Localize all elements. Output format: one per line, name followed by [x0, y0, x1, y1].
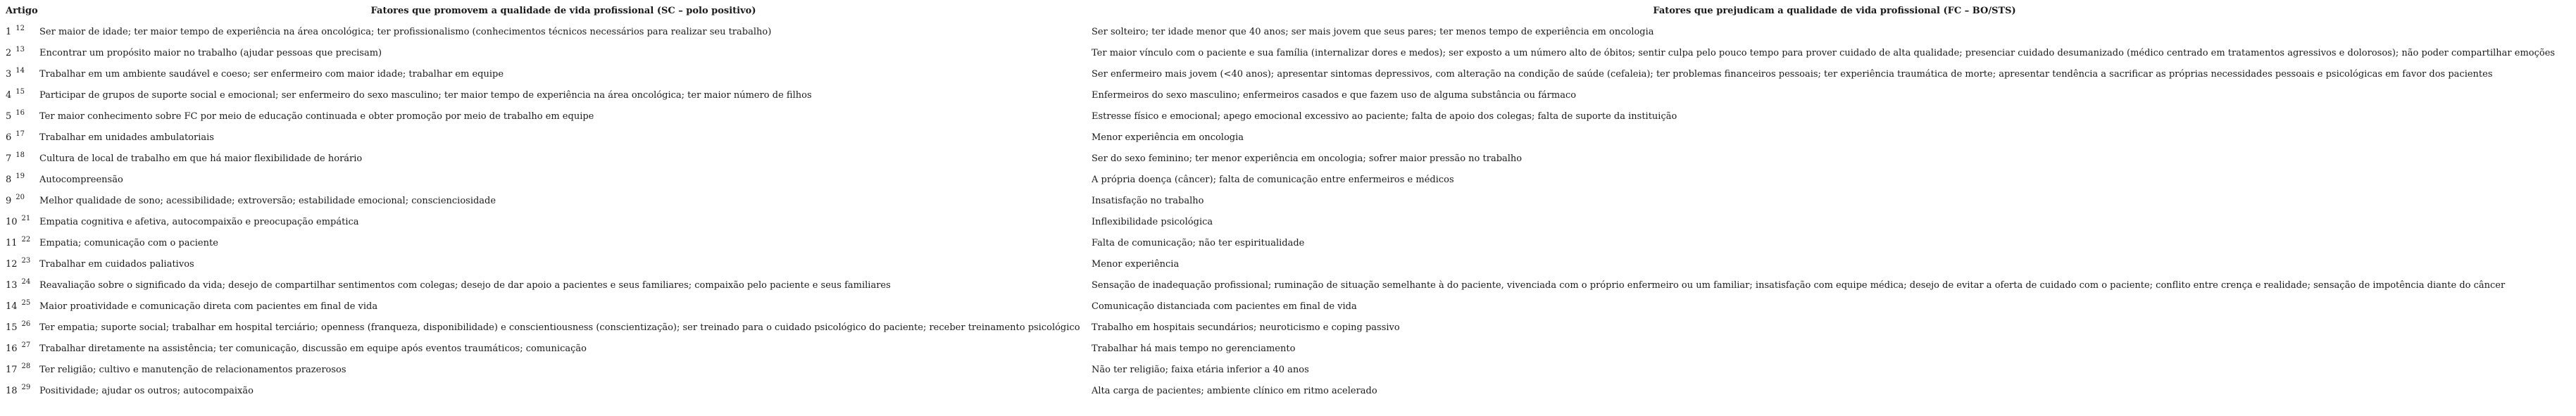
- table-row: [0, 169, 2576, 190]
- article-reference: 16: [15, 108, 25, 117]
- article-number: 8: [6, 174, 12, 185]
- article-number: 18: [6, 385, 18, 396]
- table-row: [0, 253, 2576, 275]
- positive-factors-cell: Empatia cognitiva e afetiva, autocompaixão e preocupação empática: [39, 216, 359, 227]
- article-number: 6: [6, 132, 12, 143]
- positive-factors-cell: Empatia; comunicação com o paciente: [39, 237, 218, 248]
- article-cell: [0, 106, 34, 127]
- table-row: [0, 317, 2576, 338]
- article-number: 9: [6, 195, 12, 206]
- positive-factors-cell: Ter religião; cultivo e manutenção de relacionamentos prazerosos: [39, 364, 346, 375]
- table-row: [0, 359, 2576, 380]
- positive-factors-cell: Autocompreensão: [39, 174, 123, 185]
- positive-factors-cell: Trabalhar diretamente na assistência; ter comunicação, discussão em equipe após eventos traumáticos; comunicação: [39, 343, 587, 354]
- positive-factors-cell: Trabalhar em unidades ambulatoriais: [39, 132, 214, 143]
- article-cell: [0, 380, 34, 401]
- article-cell: [0, 148, 34, 169]
- article-cell: [0, 21, 34, 42]
- article-cell: [0, 296, 34, 317]
- article-number: 13: [6, 279, 18, 291]
- positive-factors-cell: Positividade; ajudar os outros; autocompaixão: [39, 385, 254, 396]
- article-number: 5: [6, 111, 12, 122]
- positive-factors-cell: Ser maior de idade; ter maior tempo de experiência na área oncológica; ter profissionalismo (conhecimentos técnicos necessários para realizar seu trabalho): [39, 26, 772, 37]
- positive-factors-cell: Ter maior conhecimento sobre FC por meio de educação continuada e obter promoção por meio de trabalho em equipe: [39, 111, 594, 122]
- negative-factors-cell: Ter maior vínculo com o paciente e sua família (internalizar dores e medos); ser exposto a um número alto de óbitos; sentir culpa pelo pouco tempo para prover cuidado de alta qualidade; presenciar cuidado desumanizado (médico centrado em tratamentos agressivos e dolorosos); não poder compartilhar emoções: [1092, 47, 2556, 58]
- header-row: [0, 0, 2576, 21]
- article-reference: 26: [21, 320, 31, 328]
- negative-factors-cell: Enfermeiros do sexo masculino; enfermeiros casados e que fazem uso de alguma substância ou fármaco: [1092, 89, 1577, 101]
- table-row: [0, 148, 2576, 169]
- positive-factors-cell: Participar de grupos de suporte social e emocional; ser enfermeiro do sexo masculino; ter maior tempo de experiência na área oncológica; ter maior número de filhos: [39, 89, 812, 101]
- table-row: [0, 63, 2576, 84]
- table-row: [0, 190, 2576, 211]
- article-reference: 27: [21, 341, 31, 349]
- article-number: 16: [6, 343, 18, 354]
- table-row: [0, 232, 2576, 253]
- table-header: [0, 0, 2576, 21]
- negative-factors-cell: Sensação de inadequação profissional; ruminação de situação semelhante à do paciente, vivenciada com o próprio enfermeiro ou um familiar; insatisfação com equipe médica; desejo de evitar a oferta de cuidado com o paciente; conflito entre crença e realidade; sensação de impotência diante do câncer: [1092, 279, 2506, 291]
- article-cell: [0, 127, 34, 148]
- article-reference: 21: [21, 214, 31, 222]
- positive-factors-cell: Maior proatividade e comunicação direta com pacientes em final de vida: [39, 301, 378, 312]
- article-reference: 13: [15, 45, 25, 53]
- article-cell: [0, 253, 34, 275]
- article-number: 17: [6, 364, 18, 375]
- article-cell: [0, 63, 34, 84]
- table-row: [0, 275, 2576, 296]
- article-cell: [0, 190, 34, 211]
- article-cell: [0, 275, 34, 296]
- article-number: 12: [6, 258, 18, 270]
- article-cell: [0, 211, 34, 232]
- negative-factors-cell: Inflexibilidade psicológica: [1092, 216, 1213, 227]
- article-cell: [0, 232, 34, 253]
- negative-factors-cell: Ser solteiro; ter idade menor que 40 anos; ser mais jovem que seus pares; ter menos tempo de experiência em oncologia: [1092, 26, 1654, 37]
- article-reference: 23: [21, 256, 31, 265]
- article-number: 3: [6, 68, 12, 80]
- article-reference: 17: [15, 130, 25, 138]
- article-number: 2: [6, 47, 12, 58]
- table-row: [0, 380, 2576, 401]
- article-cell: [0, 317, 34, 338]
- table-row: [0, 338, 2576, 359]
- article-cell: [0, 42, 34, 63]
- article-reference: 22: [21, 235, 31, 244]
- negative-factors-cell: Trabalhar há mais tempo no gerenciamento: [1092, 343, 1296, 354]
- table-row: [0, 106, 2576, 127]
- article-reference: 14: [15, 66, 25, 75]
- header-negative-factors: Fatores que prejudicam a qualidade de vida profissional (FC – BO/STS): [1653, 5, 2016, 16]
- article-reference: 28: [21, 362, 31, 370]
- negative-factors-cell: Menor experiência: [1092, 258, 1180, 270]
- negative-factors-cell: Insatisfação no trabalho: [1092, 195, 1204, 206]
- table-row: [0, 21, 2576, 42]
- article-cell: [0, 169, 34, 190]
- negative-factors-cell: Não ter religião; faixa etária inferior a 40 anos: [1092, 364, 1309, 375]
- article-reference: 15: [15, 87, 25, 96]
- article-number: 14: [6, 301, 18, 312]
- negative-factors-cell: Estresse físico e emocional; apego emocional excessivo ao paciente; falta de apoio dos colegas; falta de suporte da instituição: [1092, 111, 1677, 122]
- article-cell: [0, 359, 34, 380]
- positive-factors-cell: Cultura de local de trabalho em que há maior flexibilidade de horário: [39, 153, 363, 164]
- negative-factors-cell: Falta de comunicação; não ter espiritualidade: [1092, 237, 1305, 248]
- article-number: 1: [6, 26, 12, 37]
- negative-factors-cell: Alta carga de pacientes; ambiente clínico em ritmo acelerado: [1092, 385, 1377, 396]
- negative-factors-cell: Menor experiência em oncologia: [1092, 132, 1244, 143]
- negative-factors-cell: Ser enfermeiro mais jovem (<40 anos); apresentar sintomas depressivos, com alteração na condição de saúde (cefaleia); ter problemas financeiros pessoais; ter experiência traumática de morte; apresentar tendência a sacrificar as próprias necessidades pessoais e psicológicas em favor dos pacientes: [1092, 68, 2493, 80]
- positive-factors-cell: Melhor qualidade de sono; acessibilidade; extroversão; estabilidade emocional; conscienciosidade: [39, 195, 496, 206]
- article-cell: [0, 84, 34, 106]
- article-reference: 25: [21, 298, 31, 307]
- table-row: [0, 127, 2576, 148]
- positive-factors-cell: Encontrar um propósito maior no trabalho (ajudar pessoas que precisam): [39, 47, 382, 58]
- table-body: [0, 21, 2576, 401]
- header-positive-factors: Fatores que promovem a qualidade de vida profissional (SC – polo positivo): [370, 5, 756, 16]
- article-reference: 24: [21, 277, 31, 286]
- article-number: 11: [6, 237, 18, 248]
- header-article: Artigo: [6, 5, 38, 16]
- table-row: [0, 84, 2576, 106]
- article-number: 4: [6, 89, 12, 101]
- negative-factors-cell: Ser do sexo feminino; ter menor experiência em oncologia; sofrer maior pressão no trabalho: [1092, 153, 1523, 164]
- article-number: 15: [6, 322, 18, 333]
- table-row: [0, 211, 2576, 232]
- positive-factors-cell: Trabalhar em cuidados paliativos: [39, 258, 194, 270]
- article-cell: [0, 338, 34, 359]
- article-number: 10: [6, 216, 18, 227]
- table-row: [0, 296, 2576, 317]
- positive-factors-cell: Reavaliação sobre o significado da vida; desejo de compartilhar sentimentos com colegas; desejo de dar apoio a pacientes e seus familiares; compaixão pelo paciente e seus familiares: [39, 279, 891, 291]
- article-reference: 12: [15, 24, 25, 32]
- negative-factors-cell: Comunicação distanciada com pacientes em final de vida: [1092, 301, 1357, 312]
- article-number: 7: [6, 153, 12, 164]
- negative-factors-cell: A própria doença (câncer); falta de comunicação entre enfermeiros e médicos: [1092, 174, 1454, 185]
- article-reference: 19: [15, 172, 25, 180]
- negative-factors-cell: Trabalho em hospitais secundários; neuroticismo e coping passivo: [1092, 322, 1400, 333]
- article-reference: 20: [15, 193, 25, 201]
- positive-factors-cell: Ter empatia; suporte social; trabalhar em hospital terciário; openness (franqueza, disponibilidade) e conscientiousness (conscientização); ser treinado para o cuidado psicológico do paciente; receber treinamento psicológico: [39, 322, 1080, 333]
- article-reference: 29: [21, 383, 31, 391]
- positive-factors-cell: Trabalhar em um ambiente saudável e coeso; ser enfermeiro com maior idade; trabalhar em equipe: [39, 68, 504, 80]
- article-reference: 18: [15, 151, 25, 159]
- table-row: [0, 42, 2576, 63]
